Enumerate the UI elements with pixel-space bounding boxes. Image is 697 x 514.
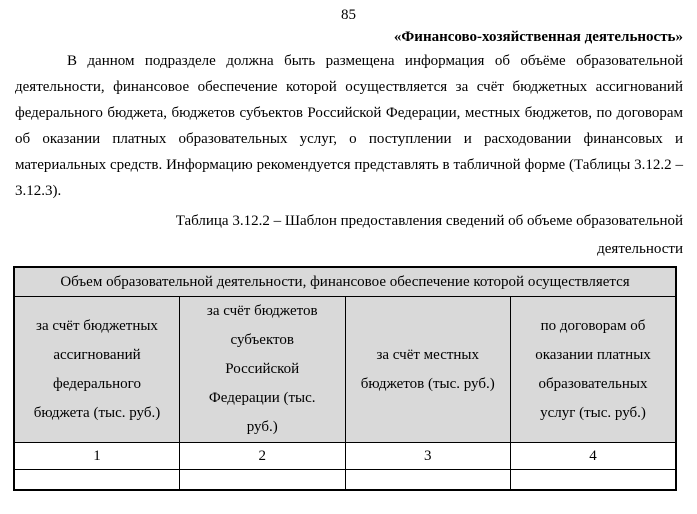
table-index-row [14, 443, 676, 470]
column-header-paid-services: по договорам об оказании платных образовательных услуг (тыс. руб.) [511, 297, 677, 443]
empty-cell-1 [14, 470, 180, 491]
table-merged-header-row [14, 267, 676, 297]
section-heading: «Финансово-хозяйственная деятельность» [393, 29, 683, 45]
column-header-subject-budgets: за счёт бюджетов субъектов Российской Федерации (тыс. руб.) [180, 297, 346, 443]
column-index-4: 4 [511, 443, 677, 470]
column-header-federal-budget: за счёт бюджетных ассигнований федерального бюджета (тыс. руб.) [14, 297, 180, 443]
page-number: 85 [341, 7, 356, 23]
body-paragraph: В данном подразделе должна быть размещена информация об объёме образовательной деятельности, финансовое обеспечение которой осуществляется за счёт бюджетных ассигнований федерального бюджета, бюджетов субъектов Российской Федерации, местных бюджетов, по договорам об оказании платных образовательных услуг, о поступлении и расходовании финансовых и материальных средств. Информацию рекомендуется представлять в табличной форме (Таблицы 3.12.2 – 3.12.3). [15, 53, 683, 199]
column-index-1: 1 [14, 443, 180, 470]
table-column-headers-row [14, 297, 676, 443]
education-volume-table [13, 266, 677, 491]
column-index-2: 2 [180, 443, 346, 470]
table-caption-line1: Таблица 3.12.2 – Шаблон предоставления сведений об объеме образовательной [175, 213, 683, 229]
table-empty-row [14, 470, 676, 491]
table-merged-header: Объем образовательной деятельности, финансовое обеспечение которой осуществляется [14, 267, 676, 297]
column-header-local-budgets: за счёт местных бюджетов (тыс. руб.) [345, 297, 511, 443]
table-caption [15, 207, 683, 263]
empty-cell-3 [345, 470, 511, 491]
empty-cell-2 [180, 470, 346, 491]
empty-cell-4 [511, 470, 677, 491]
column-index-3: 3 [345, 443, 511, 470]
table-caption-line2: деятельности [597, 241, 683, 257]
